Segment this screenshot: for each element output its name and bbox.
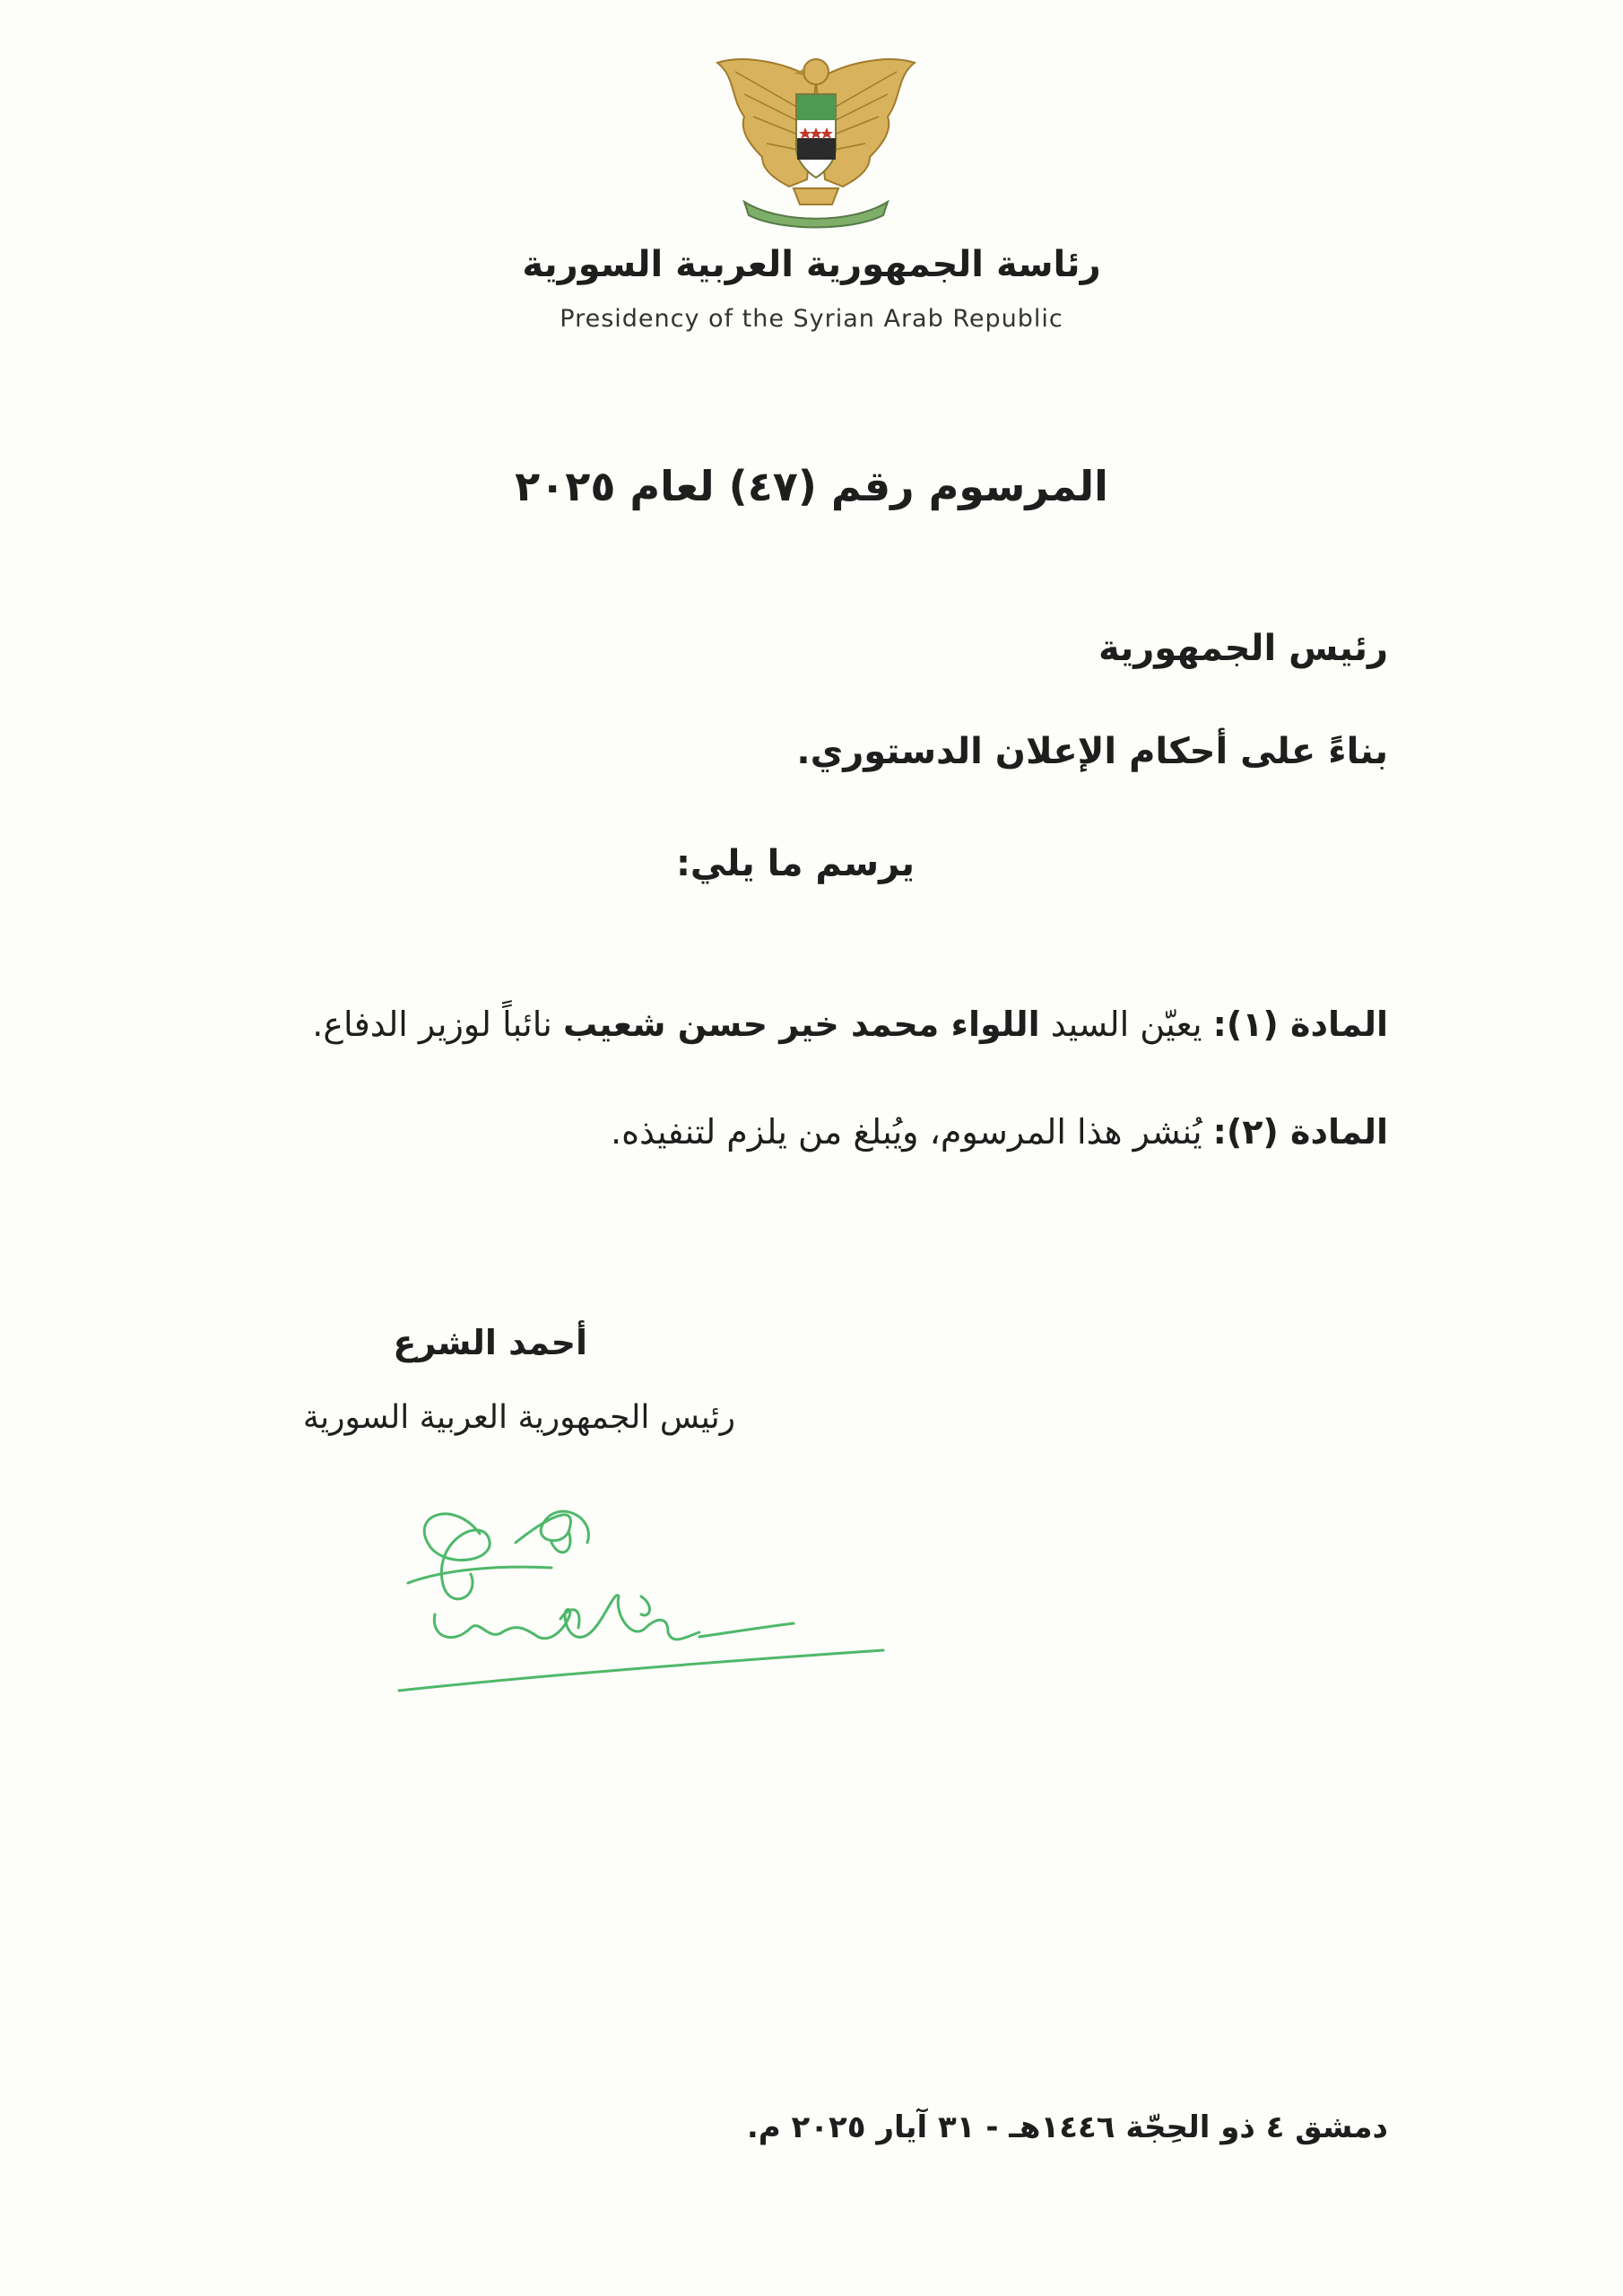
- signature-icon: [345, 1462, 901, 1722]
- article-1-text-after: نائباً لوزير الدفاع.: [312, 1004, 563, 1044]
- president-heading: رئيس الجمهورية: [1098, 628, 1388, 669]
- presidency-title-english: Presidency of the Syrian Arab Republic: [560, 305, 1063, 333]
- place-and-date: دمشق ٤ ذو الحِجّة ١٤٤٦هـ - ٣١ آيار ٢٠٢٥ م.: [746, 2109, 1388, 2145]
- decree-basis: بناءً على أحكام الإعلان الدستوري.: [796, 731, 1388, 772]
- decrees-as-follows: يرسم ما يلي:: [675, 843, 915, 884]
- article-2-text: يُنشر هذا المرسوم، ويُبلغ من يلزم لتنفيذه.: [611, 1112, 1213, 1152]
- article-2-label: المادة (٢):: [1212, 1112, 1388, 1152]
- decree-title: المرسوم رقم (٤٧) لعام ٢٠٢٥: [515, 462, 1108, 510]
- presidency-title-arabic: رئاسة الجمهورية العربية السورية: [522, 244, 1101, 285]
- appointee-name: اللواء محمد خير حسن شعيب: [562, 1004, 1040, 1044]
- syrian-eagle-emblem-icon: [708, 45, 924, 233]
- article-2: [611, 1112, 1388, 1152]
- article-1-text-before: يعيّن السيد: [1039, 1004, 1213, 1044]
- signatory-title: رئيس الجمهورية العربية السورية: [302, 1399, 735, 1436]
- signatory-name: أحمد الشرع: [393, 1323, 587, 1362]
- article-1-label: المادة (١):: [1212, 1004, 1388, 1044]
- article-1: [312, 1004, 1388, 1044]
